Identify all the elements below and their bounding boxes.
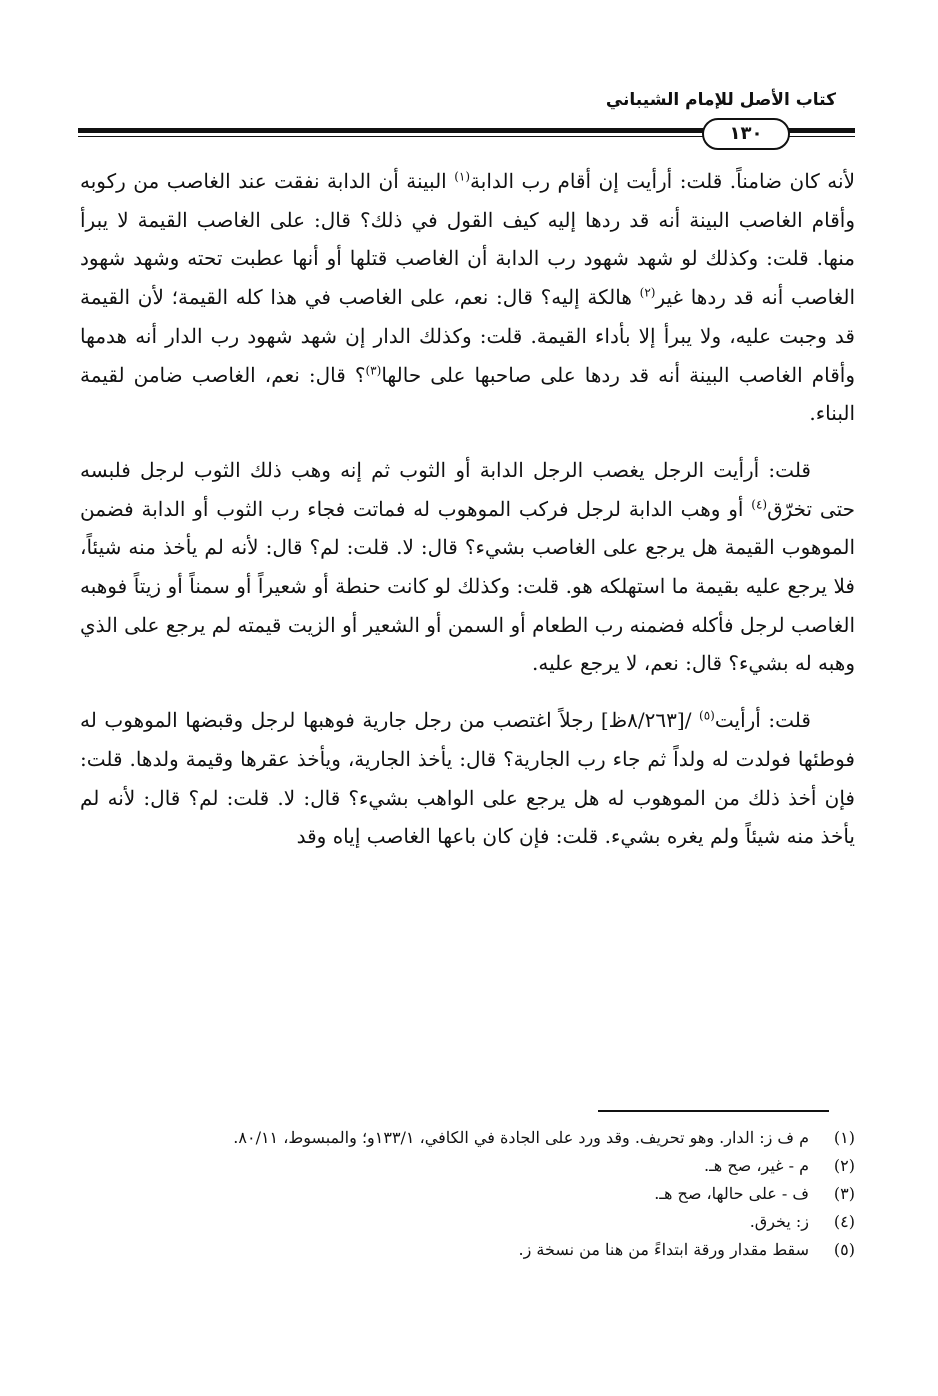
text-segment: لأنه كان ضامناً. قلت: أرأيت إن أقام رب الدابة xyxy=(470,169,855,193)
text-segment: أو وهب الدابة لرجل فركب الموهوب له فماتت فجاء رب الثوب أو الدابة فضمن الموهوب القيمة هل يرجع على الغاصب بشيء؟ قال: لا. قلت: لم؟ قال: لأنه لم يأخذ منه شيئاً، فلا يرجع عليه بقيمة ما استهلكه هو. قلت: وكذلك لو كانت حنطة أو شعيراً أو سمناً أو زيتاً فوهبه الغاصب لرجل فأكله فضمنه رب الطعام أو السمن أو الشعير أو الزيت قيمته لم يرجع على الذي وهبه له بشيء؟ قال: نعم، لا يرجع عليه. xyxy=(80,496,855,676)
footnote-text: سقط مقدار ورقة ابتداءً من هنا من نسخة ز. xyxy=(518,1240,809,1259)
text-segment: قلت: أرأيت xyxy=(714,708,811,733)
paragraph-2 xyxy=(80,451,855,683)
footnote-item xyxy=(80,1152,855,1180)
footnote-ref-5: (٥) xyxy=(699,708,715,723)
main-text xyxy=(80,162,855,874)
footnote-number: (٥) xyxy=(833,1240,855,1259)
footnote-number: (٣) xyxy=(833,1184,855,1203)
footnote-item xyxy=(80,1236,855,1264)
footnote-text: م ف ز: الدار. وهو تحريف. وقد ورد على الجادة في الكافي، ١٣٣/١و؛ والمبسوط، ٨٠/١١. xyxy=(233,1128,809,1147)
footnote-ref-1: (١) xyxy=(454,169,471,184)
footnote-number: (٢) xyxy=(833,1156,855,1175)
text-segment: البينة أن الدابة نفقت عند الغاصب من ركوبه وأقام الغاصب البينة أنه قد ردها إليه كيف القول في ذلك؟ قال: على الغاصب القيمة لا يبرأ منها. قلت: وكذلك لو شهد شهود رب الدابة أن الغاصب قتلها أو أنها عطبت تحته وشهد شهود الغاصب أنه قد ردها غير xyxy=(80,169,855,310)
text-segment: هالكة إليه؟ قال: نعم، على الغاصب في هذا كله القيمة؛ لأن القيمة قد وجبت عليه، ولا يبرأ إلا بأداء القيمة. قلت: وكذلك الدار إن شهد شهود رب الدار أنه هدمها وأقام الغاصب البينة أنه قد ردها على صاحبها على حالها xyxy=(80,285,855,387)
footnote-number: (٤) xyxy=(833,1212,855,1231)
text-segment: ؟ قال: نعم، الغاصب ضامن لقيمة البناء. xyxy=(80,362,855,426)
footnote-separator xyxy=(598,1110,829,1112)
footnote-number: (١) xyxy=(833,1128,855,1147)
footnote-text: م - غير، صح هـ. xyxy=(704,1156,809,1175)
footnote-item xyxy=(80,1208,855,1236)
footnotes xyxy=(80,1124,855,1264)
paragraph-1 xyxy=(80,162,855,433)
text-segment: قلت: أرأيت الرجل يغصب الرجل الدابة أو الثوب ثم إنه وهب ذلك الثوب لرجل فلبسه حتى تخرّق xyxy=(80,457,855,521)
footnote-text: ف - على حالها، صح هـ. xyxy=(654,1184,809,1203)
footnote-text: ز: يخرق. xyxy=(749,1212,809,1231)
footnote-ref-2: (٢) xyxy=(639,285,656,300)
footnote-item xyxy=(80,1124,855,1152)
footnote-ref-3: (٣) xyxy=(365,362,382,377)
footnote-item xyxy=(80,1180,855,1208)
text-segment: /[٨/٢٦٣ظ] رجلاً اغتصب من رجل جارية فوهبها لرجل وقبضها الموهوب له فوطئها فولدت له ولداً ثم جاء رب الجارية؟ قال: يأخذ الجارية، ويأخذ عقرها وقيمة ولدها. قلت: فإن أخذ ذلك من الموهوب له هل يرجع على الواهب بشيء؟ قال: لا. قلت: لم؟ قال: لأنه لم يأخذ منه شيئاً ولم يغره بشيء. قلت: فإن كان باعها الغاصب إياه وقد xyxy=(80,708,855,849)
page-number: ١٣٠ xyxy=(702,118,790,150)
footnote-ref-4: (٤) xyxy=(751,496,768,511)
running-header-title: كتاب الأصل للإمام الشيباني xyxy=(605,90,836,110)
paragraph-3 xyxy=(80,701,855,856)
